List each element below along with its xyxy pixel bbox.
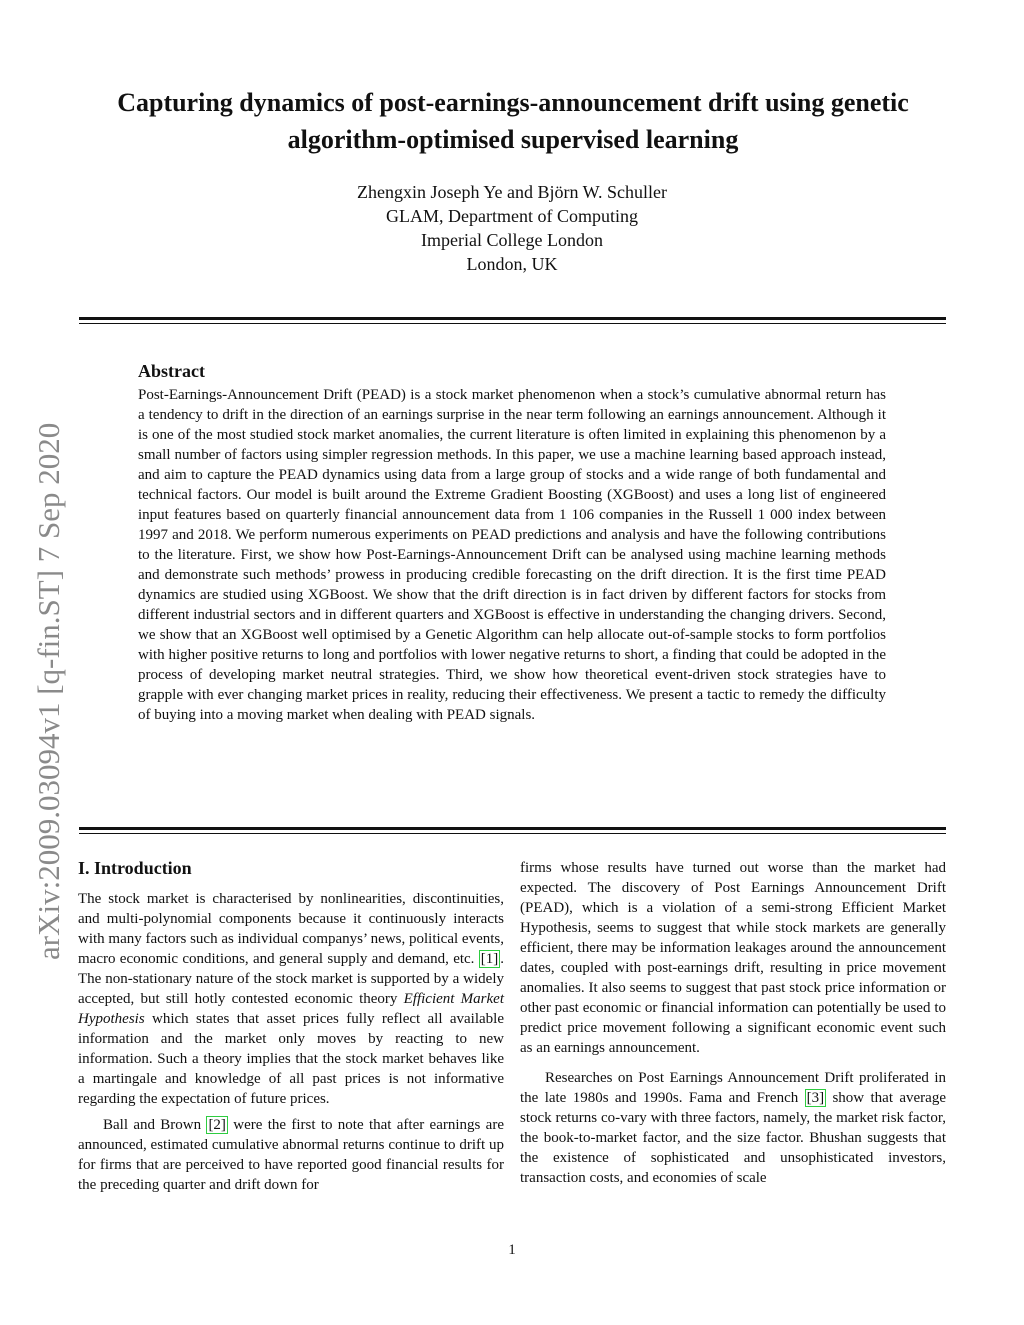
emphasis-efficient-market-hypothesis: Efficient Market Hypothesis xyxy=(78,991,504,1027)
intro-paragraph-1 xyxy=(78,889,504,1109)
section-heading-introduction: I. Introduction xyxy=(78,858,192,878)
author-names: Zhengxin Joseph Ye and Björn W. Schuller xyxy=(357,182,667,202)
intro-p2-text-a: Ball and Brown xyxy=(103,1117,207,1133)
left-column xyxy=(78,855,504,1195)
citation-link-1[interactable]: [1] xyxy=(480,951,499,967)
affiliation-institution: Imperial College London xyxy=(421,230,603,250)
intro-p4-text-b: show that average stock returns co-vary with three factors, namely, the market risk factor, the book-to-market factor, and the size factor. Bhushan suggests that the existence of sophisticated and unsophisticated investors, transaction costs, and economies of scale xyxy=(520,1090,946,1186)
arxiv-identifier[interactable]: arXiv:2009.03094v1 [q-fin.ST] 7 Sep 2020 xyxy=(31,422,66,960)
abstract-heading: Abstract xyxy=(138,361,205,381)
intro-paragraph-3: firms whose results have turned out worse than the market had expected. The discovery of Post Earnings Announcement Drift (PEAD), which is a violation of a semi-strong Efficient Market Hypothesis, seems to suggest that while stock markets are generally efficient, there may be information leakages around the announcement dates, coupled with post-earnings drift, resulting in price movement anomalies. It also seems to suggest that past stock price information or other past economic or financial information can potentially be used to predict price movement following a significant economic event such as an earnings announcement. xyxy=(520,860,946,1056)
citation-link-3[interactable]: [3] xyxy=(806,1090,825,1106)
right-column xyxy=(520,858,946,1188)
page-number: 1 xyxy=(508,1242,516,1258)
abstract-bottom-rule-thin xyxy=(79,833,946,834)
abstract-section xyxy=(138,360,886,725)
intro-p4-text-a: Researches on Post Earnings Announcement Drift proliferated in the late 1980s and 1990s. Fama and French xyxy=(520,1070,946,1106)
intro-p1-text-c: which states that asset prices fully reflect all available information and the market only moves by reacting to new information. Such a theory implies that the stock market behaves like a martingale and knowledge of all past prices is not informative regarding the expectation of future prices. xyxy=(78,1011,504,1107)
intro-p1-text-b: . The non-stationary nature of the stock market is supported by a widely accepted, but still hotly contested economic theory xyxy=(78,951,504,1007)
author-block xyxy=(180,180,844,276)
affiliation-department: GLAM, Department of Computing xyxy=(386,206,638,226)
paper-title: Capturing dynamics of post-earnings-announcement drift using genetic algorithm-optimised supervised learning xyxy=(117,88,909,154)
intro-paragraph-2 xyxy=(78,1115,504,1195)
abstract-top-rule-thin xyxy=(79,323,946,324)
abstract-text: Post-Earnings-Announcement Drift (PEAD) is a stock market phenomenon when a stock’s cumulative abnormal return has a tendency to drift in the direction of an earnings surprise in the near term following an earnings announcement. Although it is one of the most studied stock market anomalies, the current literature is often limited in explaining this phenomenon by a small number of factors using simpler regression methods. In this paper, we use a machine learning based approach instead, and aim to capture the PEAD dynamics using data from a large group of stocks and a wide range of both fundamental and technical factors. Our model is built around the Extreme Gradient Boosting (XGBoost) and uses a long list of engineered input features based on quarterly financial announcement data from 1 106 companies in the Russell 1 000 index between 1997 and 2018. We perform numerous experiments on PEAD predictions and analysis and have the following contributions to the literature. First, we show how Post-Earnings-Announcement Drift can be analysed using machine learning methods and demonstrate such methods’ prowess in producing credible forecasting on the drift direction. It is the first time PEAD dynamics are studied using XGBoost. We show that the drift direction is in fact driven by different factors for stocks from different industrial sectors and in different quarters and XGBoost is effective in understanding the changing drivers. Second, we show that an XGBoost well optimised by a Genetic Algorithm can help allocate out-of-sample stocks to form portfolios with higher positive returns to long and portfolios with lower negative returns to short, a finding that could be adopted in the process of developing market neutral strategies. Third, we show how theoretical event-driven stock strategies have to grapple with ever changing market prices in reality, reducing their effectiveness. We present a tactic to remedy the difficulty of buying into a moving market when dealing with PEAD signals. xyxy=(138,387,886,723)
intro-p2-text-b: were the first to note that after earnings are announced, estimated cumulative abnormal returns continue to drift up for firms that are perceived to have reported good financial results for the preceding quarter and drift down for xyxy=(78,1117,504,1193)
intro-p1-text-a: The stock market is characterised by nonlinearities, discontinuities, and multi-polynomial components because it continuously interacts with many factors such as individual companys’ news, political events, macro economic conditions, and general supply and demand, etc. xyxy=(78,891,504,967)
affiliation-location: London, UK xyxy=(466,254,558,274)
citation-link-2[interactable]: [2] xyxy=(208,1117,226,1133)
abstract-bottom-rule-thick xyxy=(79,827,946,830)
intro-paragraph-4 xyxy=(520,1068,946,1188)
abstract-top-rule-thick xyxy=(79,317,946,320)
